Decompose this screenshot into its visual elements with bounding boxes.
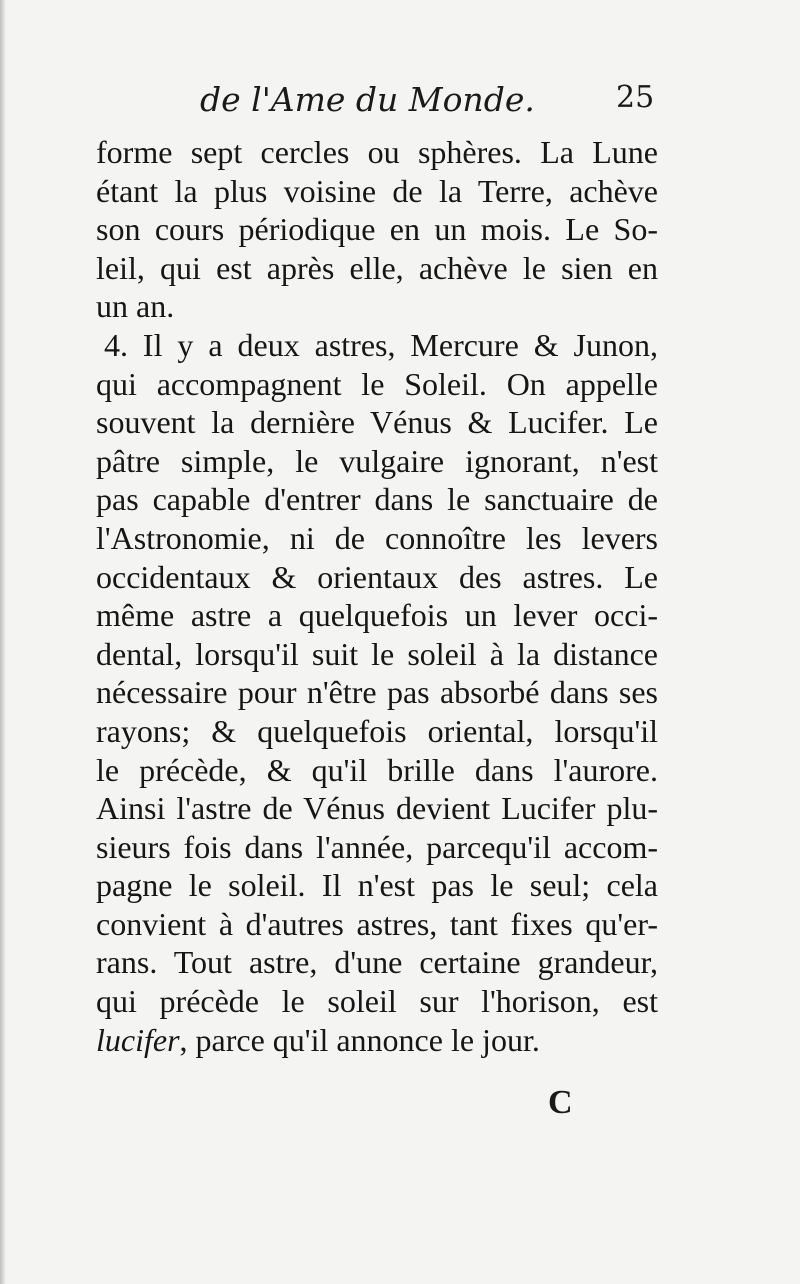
text-line: sieurs fois dans l'année, parcequ'il accom-: [96, 828, 658, 865]
text-line: qui précède le soleil sur l'horison, est: [96, 983, 658, 1020]
text-line: qui accompagnent le Soleil. On appelle: [96, 365, 658, 402]
body-text: [96, 133, 658, 1059]
text-line: l'Astronomie, ni de connoître les levers: [96, 519, 658, 556]
text-line: rayons; & quelquefois oriental, lorsqu'il: [96, 712, 658, 749]
text-line: convient à d'autres astres, tant fixes qu'er-: [96, 905, 658, 942]
text-line: le précède, & qu'il brille dans l'aurore.: [96, 751, 658, 788]
text-line: un an.: [96, 288, 175, 325]
text-line: dental, lorsqu'il suit le soleil à la distance: [96, 635, 658, 672]
text-line: pas capable d'entrer dans le sanctuaire de: [96, 481, 658, 518]
final-text-line: [96, 1021, 658, 1060]
text-line: pâtre simple, le vulgaire ignorant, n'est: [96, 442, 658, 479]
text-line: étant la plus voisine de la Terre, achève: [96, 172, 658, 209]
signature-mark: C: [548, 1084, 573, 1121]
paragraph-start-line: 4. Il y a deux astres, Mercure & Junon,: [104, 326, 658, 363]
page-number: 25: [616, 80, 655, 115]
final-line-rest: , parce qu'il annonce le jour.: [179, 1021, 540, 1058]
text-line: pagne le soleil. Il n'est pas le seul; cela: [96, 867, 658, 904]
text-line: forme sept cercles ou sphères. La Lune: [96, 134, 658, 170]
text-line: nécessaire pour n'être pas absorbé dans ses: [96, 674, 658, 711]
text-line: occidentaux & orientaux des astres. Le: [96, 558, 658, 595]
text-line: Ainsi l'astre de Vénus devient Lucifer plu-: [96, 790, 658, 827]
running-title: de l'Ame du Monde.: [200, 80, 535, 119]
italic-word-lucifer: lucifer: [96, 1021, 180, 1058]
text-line: rans. Tout astre, d'une certaine grandeur,: [96, 944, 658, 981]
text-line: même astre a quelquefois un lever occi-: [96, 597, 658, 634]
text-line: son cours périodique en un mois. Le So-: [96, 211, 658, 248]
text-line: souvent la dernière Vénus & Lucifer. Le: [96, 404, 658, 441]
page-edge-shadow: [0, 0, 6, 1284]
text-line: leil, qui est après elle, achève le sien en: [96, 249, 658, 286]
